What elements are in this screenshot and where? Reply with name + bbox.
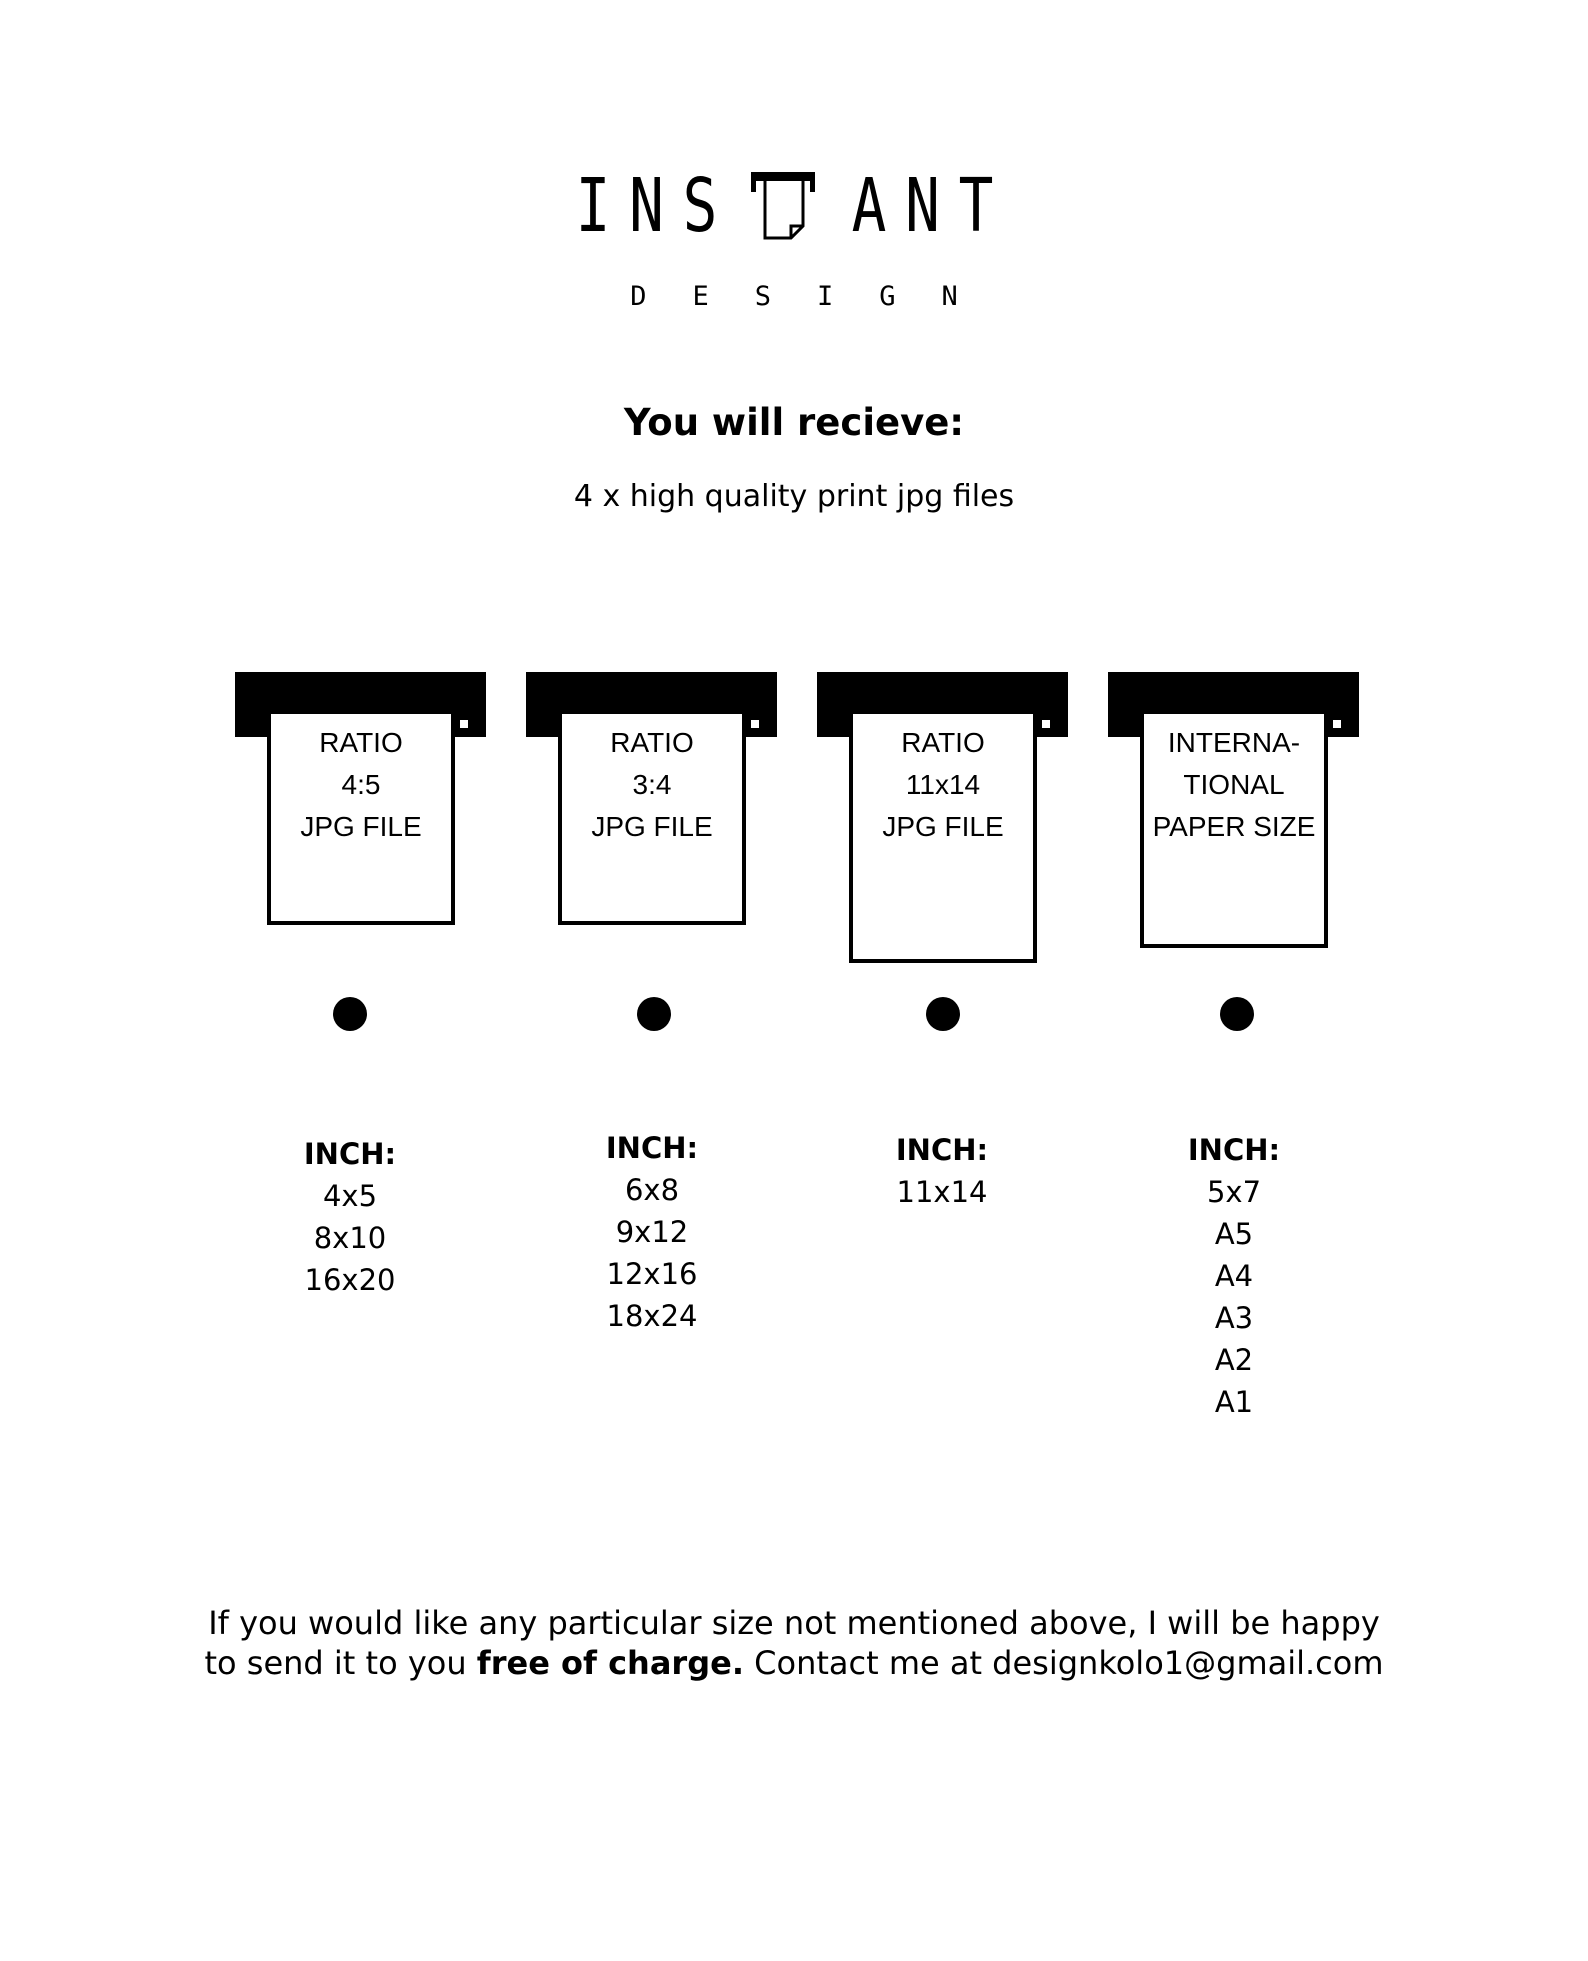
size-item: 4x5	[322, 1179, 378, 1213]
size-item: A3	[1214, 1301, 1254, 1335]
size-item: 18x24	[606, 1299, 698, 1333]
printer-indicator	[460, 720, 468, 728]
size-item: 6x8	[624, 1173, 680, 1207]
paper-line: PAPER SIZE	[1152, 811, 1316, 842]
footer-line-1: If you would like any particular size not mentioned above, I will be happy	[208, 1604, 1380, 1642]
paper-line: 11x14	[905, 769, 981, 800]
bullet-dot	[1220, 997, 1254, 1031]
logo-wordmark	[553, 163, 1034, 249]
size-item: 9x12	[615, 1215, 689, 1249]
brand-logo	[0, 163, 1588, 312]
size-item: 16x20	[304, 1263, 396, 1297]
paper-line: INTERNA-	[1167, 727, 1301, 758]
printer-paper-t-icon	[751, 172, 815, 240]
bullet-dot	[333, 997, 367, 1031]
footer-contact: Contact me at designkolo1@gmail.com	[743, 1644, 1384, 1682]
size-list-ratio-3-4	[542, 1127, 762, 1337]
paper-line: RATIO	[319, 727, 403, 758]
logo-word-left: INS	[575, 163, 737, 249]
size-item: 8x10	[313, 1221, 387, 1255]
paper-sheet	[267, 710, 455, 925]
paper-line: RATIO	[610, 727, 694, 758]
size-item: A1	[1214, 1385, 1254, 1419]
paper-sheet	[558, 710, 746, 925]
footer-note	[0, 1603, 1588, 1683]
size-list-label: INCH:	[605, 1131, 699, 1165]
logo-subtitle: DESIGN	[630, 281, 1004, 312]
paper-line: JPG FILE	[300, 811, 422, 842]
size-list-ratio-11x14	[832, 1129, 1052, 1213]
bullet-dot	[926, 997, 960, 1031]
size-item: A2	[1214, 1343, 1254, 1377]
size-item: 11x14	[896, 1175, 988, 1209]
printer-indicator	[1042, 720, 1050, 728]
size-list-international	[1124, 1129, 1344, 1423]
size-list-ratio-4-5	[240, 1133, 460, 1301]
footer-line-2	[0, 1643, 1588, 1683]
paper-line: RATIO	[901, 727, 985, 758]
paper-line: TIONAL	[1183, 769, 1285, 800]
paper-line: JPG FILE	[882, 811, 1004, 842]
logo-word-right: ANT	[851, 163, 1013, 249]
size-list-label: INCH:	[303, 1137, 397, 1171]
footer-text: to send it to you	[204, 1644, 477, 1682]
paper-line: 3:4	[632, 769, 672, 800]
size-item: 5x7	[1206, 1175, 1262, 1209]
paper-sheet	[1140, 710, 1328, 948]
page-title: You will recieve:	[623, 401, 965, 444]
paper-line: 4:5	[341, 769, 381, 800]
bullet-dot	[637, 997, 671, 1031]
page-subtitle: 4 x high quality print jpg files	[573, 479, 1015, 514]
size-item: A4	[1214, 1259, 1254, 1293]
footer-emphasis: free of charge.	[476, 1644, 744, 1682]
size-item: A5	[1214, 1217, 1254, 1251]
paper-line: JPG FILE	[591, 811, 713, 842]
printer-indicator	[751, 720, 759, 728]
paper-sheet	[849, 710, 1037, 963]
size-list-label: INCH:	[895, 1133, 989, 1167]
size-list-label: INCH:	[1187, 1133, 1281, 1167]
printer-indicator	[1333, 720, 1341, 728]
size-item: 12x16	[606, 1257, 698, 1291]
